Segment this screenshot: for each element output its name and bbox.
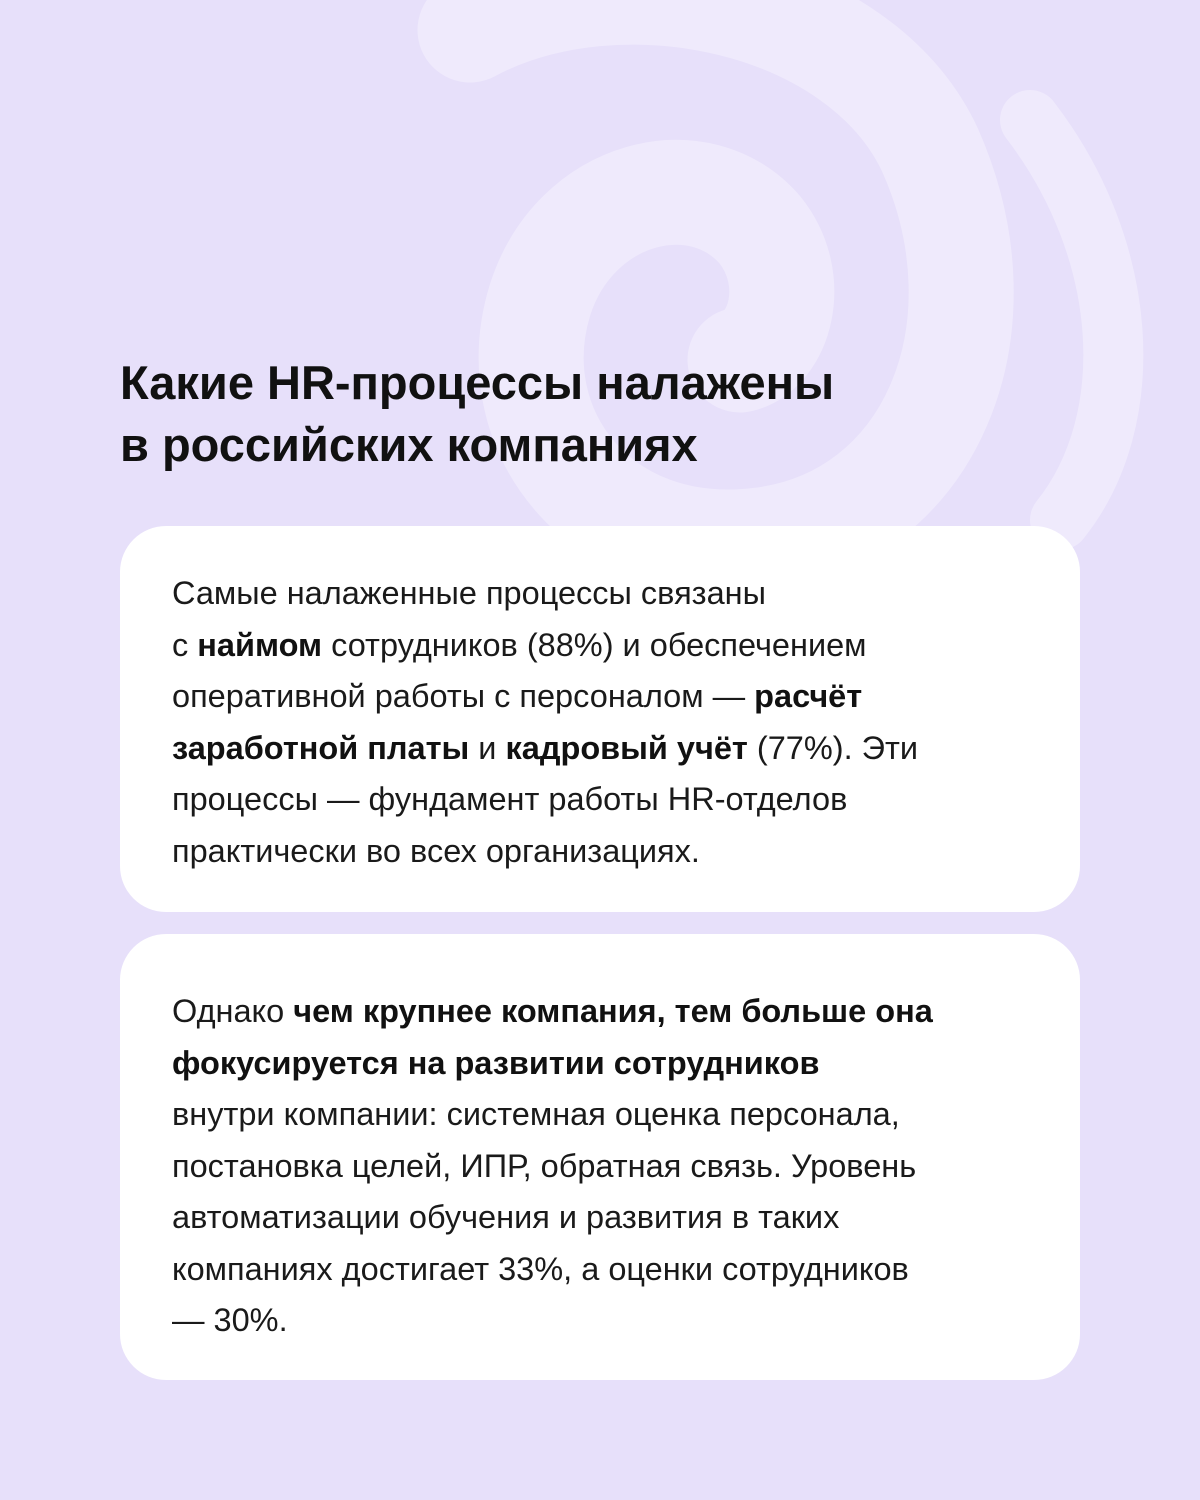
page-title	[120, 352, 1080, 476]
bold-text: заработной платы	[172, 729, 470, 766]
text-segment: внутри компании: системная оценка персонала,	[172, 1096, 900, 1132]
card-paragraph	[172, 568, 1030, 877]
card-line	[172, 620, 1030, 672]
text-segment: (77%). Эти	[747, 729, 919, 766]
title-line-1: Какие HR-процессы налажены	[120, 356, 835, 409]
text-segment: автоматизации обучения и развития в таких	[172, 1199, 840, 1235]
text-segment: сотрудников (88%) и обеспечением	[322, 626, 867, 663]
text-segment: — 30%.	[172, 1302, 288, 1338]
text-segment: постановка целей, ИПР, обратная связь. Уровень	[172, 1147, 917, 1184]
card-line	[172, 1038, 1030, 1090]
text-segment: с	[172, 626, 198, 663]
card-line	[172, 1089, 1030, 1141]
card-line	[172, 1295, 1030, 1347]
bold-text: наймом	[197, 626, 323, 663]
bold-text: расчёт	[754, 678, 863, 714]
bold-text: кадровый учёт	[505, 729, 748, 766]
text-segment: и	[469, 729, 506, 766]
card-line	[172, 723, 1030, 775]
bold-text: фокусируется на развитии сотрудников	[172, 1044, 820, 1081]
text-segment: Однако	[172, 993, 294, 1029]
card-line	[172, 774, 1030, 826]
text-segment: практически во всех организациях.	[172, 832, 700, 869]
text-segment: компаниях достигает 33%, а оценки сотрудников	[172, 1250, 909, 1287]
info-card-hiring	[120, 526, 1080, 912]
card-line	[172, 568, 1030, 620]
card-line	[172, 1244, 1030, 1296]
card-line	[172, 1141, 1030, 1193]
bold-text: чем крупнее компания, тем больше она	[293, 993, 933, 1029]
text-segment: процессы — фундамент работы HR-отделов	[172, 781, 848, 817]
text-segment: оперативной работы с персоналом —	[172, 678, 755, 714]
card-paragraph	[172, 986, 1030, 1347]
text-segment: Самые налаженные процессы связаны	[172, 575, 766, 611]
card-line	[172, 1192, 1030, 1244]
title-line-2: в российских компаниях	[120, 418, 698, 471]
info-card-development	[120, 934, 1080, 1380]
card-line	[172, 986, 1030, 1038]
card-line	[172, 826, 1030, 878]
card-line	[172, 671, 1030, 723]
